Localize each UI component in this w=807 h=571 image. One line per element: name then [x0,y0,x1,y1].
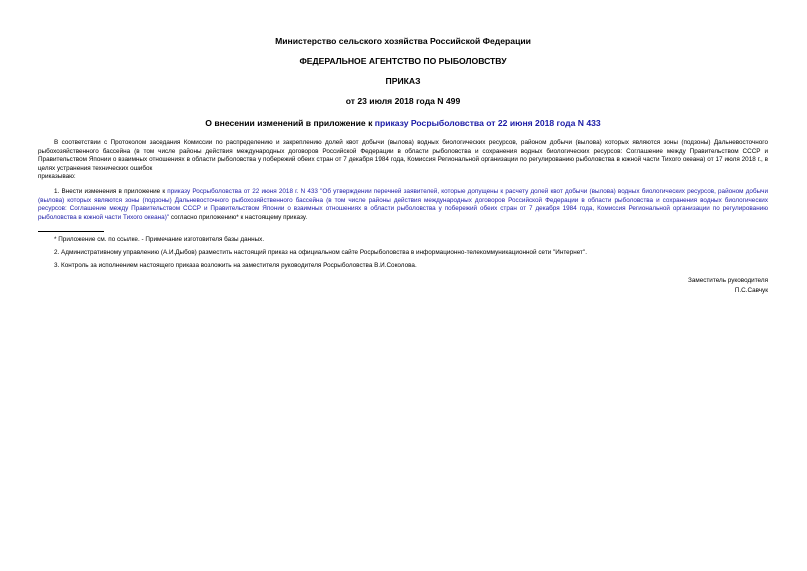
document-title [38,118,768,129]
signature-name: П.С.Савчук [734,287,768,295]
item-3-paragraph: 3. Контроль за исполнением настоящего приказа возложить на заместителя руководителя Росрыболовства В.И.Соколова. [54,261,417,269]
document-page [38,36,768,296]
order-word: приказываю: [38,173,76,181]
title-prefix: О внесении изменений в приложение к [205,118,375,128]
signature-block [38,276,768,296]
footnote: * Приложение см. по ссылке. - Примечание изготовителя базы данных. [54,236,265,244]
doc-type-heading: ПРИКАЗ [385,76,421,86]
title-order-link[interactable]: приказу Росрыболовства от 22 июня 2018 года N 433 [374,118,601,128]
signature-position: Заместитель руководителя [687,277,768,285]
item-1-prefix: 1. Внести изменения в приложение к [54,187,168,195]
item-1-suffix: согласно приложению* к настоящему приказу. [169,213,308,221]
footnote-divider [38,231,104,232]
item-1-paragraph [38,188,768,222]
item-1-order-link[interactable]: приказу Росрыболовства от 22 июня 2018 г. N 433 "Об утверждении перечней заявителей, которые допущены к расчету долей квот добычи (вылова) водных биологических ресурсов, районом добычи (вылова) которых являются зоны (подзоны) Дальневосточного рыбохозяйственного бассейна (в том числе районы действия международных договоров Российской Федерации в области рыболовства и сохранения водных биологических ресурсов: Соглашение между Правительством СССР и Правительством Японии о взаимных отношениях в области рыболовства у побережий обеих стран от 7 декабря 1984 года, Комиссия Региональной организации по регулированию рыболовства в южной части Тихого океана)" [38,187,768,221]
agency-heading: ФЕДЕРАЛЬНОЕ АГЕНТСТВО ПО РЫБОЛОВСТВУ [299,56,507,66]
date-number-heading: от 23 июля 2018 года N 499 [345,96,461,106]
item-2-paragraph: 2. Административному управлению (А.И.Дыбов) разместить настоящий приказ на официальном сайте Росрыболовства в информационно-телекоммуникационной сети "Интернет". [54,248,587,256]
preamble-paragraph: В соответствии с Протоколом заседания Комиссии по распределению и закреплению долей квот добычи (вылова) водных биологических ресурсов, районом добычи (вылова) которых являются зоны (подзоны) Дальневосточного рыбохозяйственного бассейна (в том числе районы действия международных договоров Российской Федерации в области рыболовства и сохранения водных биологических ресурсов: Соглашение между Правительством СССР и Правительством Японии о взаимных отношениях в области рыболовства у побережий обеих стран от 7 декабря 1984 года, Комиссия Региональной организации по регулированию рыболовства в южной части Тихого океана) от 17 июля 2018 г., в целях устранения технических ошибок [38,139,768,172]
ministry-heading: Министерство сельского хозяйства Российской Федерации [275,36,531,46]
